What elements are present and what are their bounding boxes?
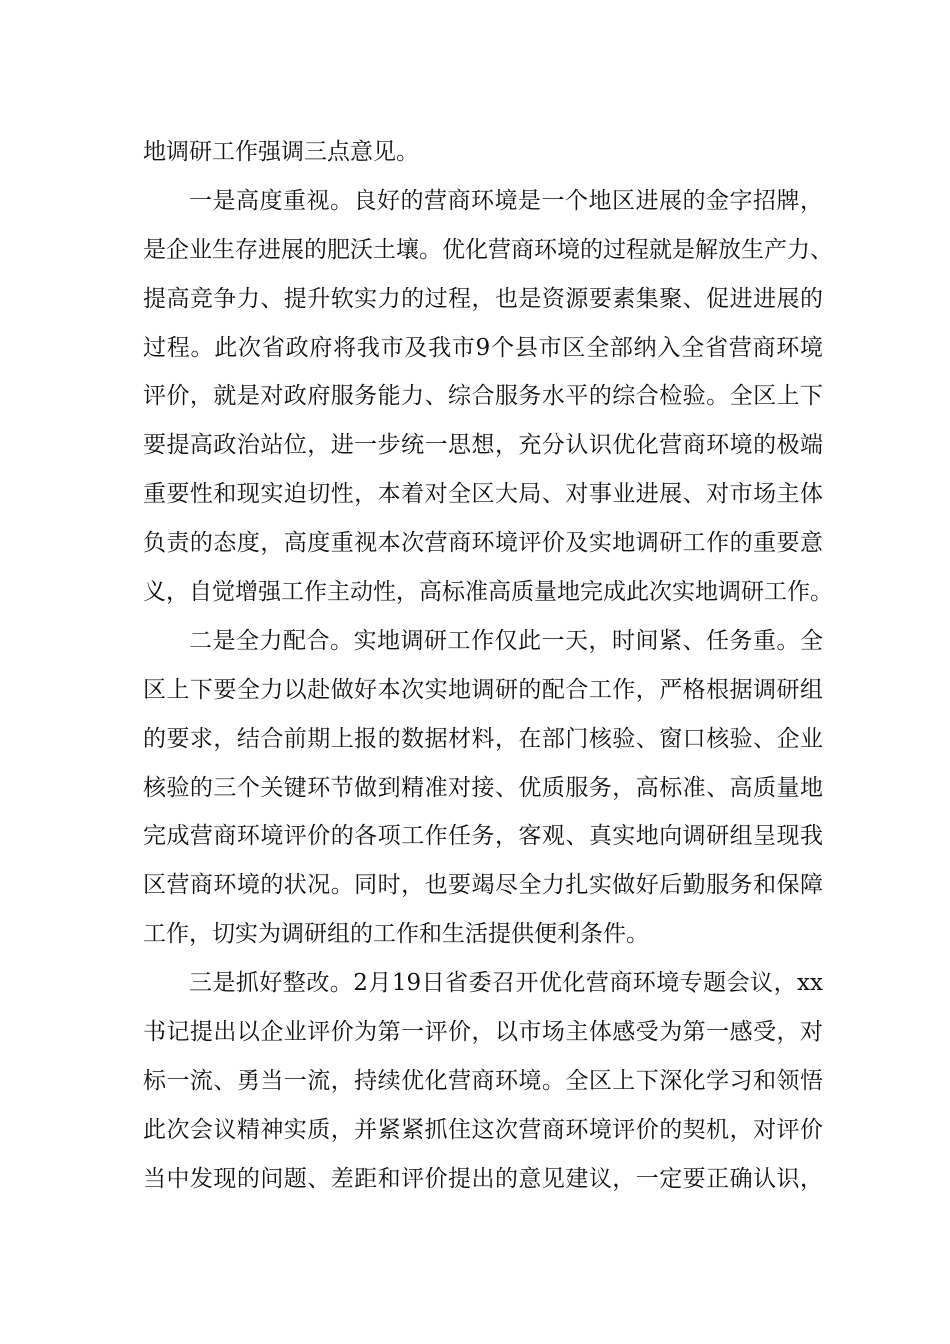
text-line: 区营商环境的状况。同时，也要竭尽全力扎实做好后勤服务和保障 <box>143 872 823 899</box>
text-line: 此次会议精神实质，并紧紧抓住这次营商环境评价的契机，对评价 <box>143 1116 823 1143</box>
text-line: 标一流、勇当一流，持续优化营商环境。全区上下深化学习和领悟 <box>143 1067 823 1094</box>
text-line: 工作，切实为调研组的工作和生活提供便利条件。 <box>143 921 649 948</box>
paragraph-2-heading-line: 二是全力配合。实地调研工作仅此一天，时间紧、任务重。全 <box>189 627 823 654</box>
text-line: 核验的三个关键环节做到精准对接、优质服务，高标准、高质量地 <box>143 774 823 801</box>
text-line: 提高竞争力、提升软实力的过程，也是资源要素集聚、促进进展的 <box>143 285 823 312</box>
text-line: 地调研工作强调三点意见。 <box>143 139 419 165</box>
paragraph-1-heading-line: 一是高度重视。良好的营商环境是一个地区进展的金字招牌， <box>189 187 823 214</box>
text-line: 完成营商环境评价的各项工作任务，客观、真实地向调研组呈现我 <box>143 823 823 850</box>
text-line: 义，自觉增强工作主动性，高标准高质量地完成此次实地调研工作。 <box>143 579 833 606</box>
text-line: 当中发现的问题、差距和评价提出的意见建议，一定要正确认识， <box>143 1165 823 1192</box>
text-line: 区上下要全力以赴做好本次实地调研的配合工作，严格根据调研组 <box>143 676 823 703</box>
text-line: 要提高政治站位，进一步统一思想，充分认识优化营商环境的极端 <box>143 432 823 459</box>
text-line: 书记提出以企业评价为第一评价，以市场主体感受为第一感受，对 <box>143 1019 823 1046</box>
text-line: 是企业生存进展的肥沃土壤。优化营商环境的过程就是解放生产力、 <box>143 236 833 263</box>
text-line: 的要求，结合前期上报的数据材料，在部门核验、窗口核验、企业 <box>143 725 823 752</box>
text-line: 负责的态度，高度重视本次营商环境评价及实地调研工作的重要意 <box>143 530 823 557</box>
paragraph-3-heading-line: 三是抓好整改。2月19日省委召开优化营商环境专题会议，xx <box>189 970 823 997</box>
document-body <box>143 128 833 1204</box>
text-line: 评价，就是对政府服务能力、综合服务水平的综合检验。全区上下 <box>143 383 823 410</box>
text-line: 过程。此次省政府将我市及我市9个县市区全部纳入全省营商环境 <box>143 334 823 361</box>
text-line: 重要性和现实迫切性，本着对全区大局、对事业进展、对市场主体 <box>143 481 823 508</box>
